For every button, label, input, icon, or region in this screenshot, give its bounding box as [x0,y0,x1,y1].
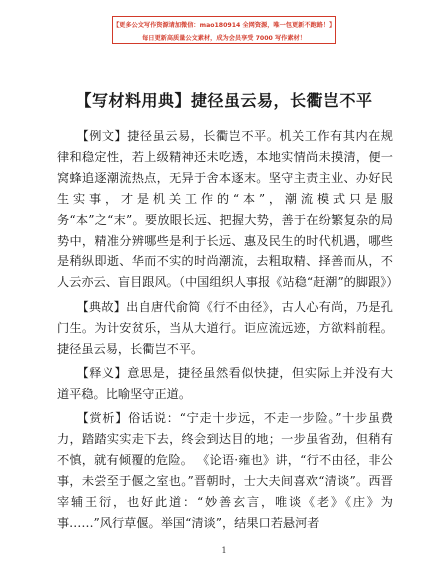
page-number: 1 [221,546,227,555]
header-notice-line-1: 【更多公文写作资源请加微信：mao180914 全网资源，唯一包更新不跑路！】 [113,22,336,29]
paragraph-appreciation: 【赏析】俗话说：“宁走十步远，不走一步险。”十步虽费力，踏踏实实走下去，终会到达目的地；一步虽省劲，但稍有不慎，就有倾覆的危险。 《论语·雍也》讲，“行不由径，非公事，未尝至于偃之室也。”晋朝时，士大夫间喜欢“清谈”。西晋宰辅王衍，也好此道：“妙善玄言，唯谈《老》《庄》为事……”风行草偃。举国“清谈”，结果口若悬河者 [57,411,393,530]
document-body [57,126,399,537]
header-notice-line-2: 每日更新高质量公文素材，成为会员享受 7000 写作素材！ [142,35,306,42]
paragraph-meaning: 【释义】意思是，捷径虽然看似快捷，但实际上并没有大道平稳。比喻坚守正道。 [57,365,393,401]
paragraph-example: 【例文】捷径虽云易，长衢岂不平。机关工作有其内在规律和稳定性，若上级精神还未吃透，本地实情尚未摸清，便一窝蜂追逐潮流热点，无异于舍本逐末。坚守主责主业、办好民生实事，才是机关工作的“本”，潮流模式只是服务“本”之“末”。要放眼长远、把握大势，善于在纷繁复杂的局势中，精准分辨哪些是利于长远、惠及民生的时代机遇，哪些是稍纵即逝、华而不实的时尚潮流，去粗取精、择善而从，不人云亦云、盲目跟风。（中国组织人事报《站稳“赶潮”的脚跟》） [57,129,399,290]
header-notice-box [112,16,336,44]
document-title: 【写材料用典】捷径虽云易，长衢岂不平 [75,91,373,110]
paragraph-allusion: 【典故】出自唐代俞简《行不由径》，古人心有尚，乃是孔门生。为计安贫乐，当从大道行。讵应流远迹，方欲料前程。捷径虽云易，长衢岂不平。 [57,299,393,356]
